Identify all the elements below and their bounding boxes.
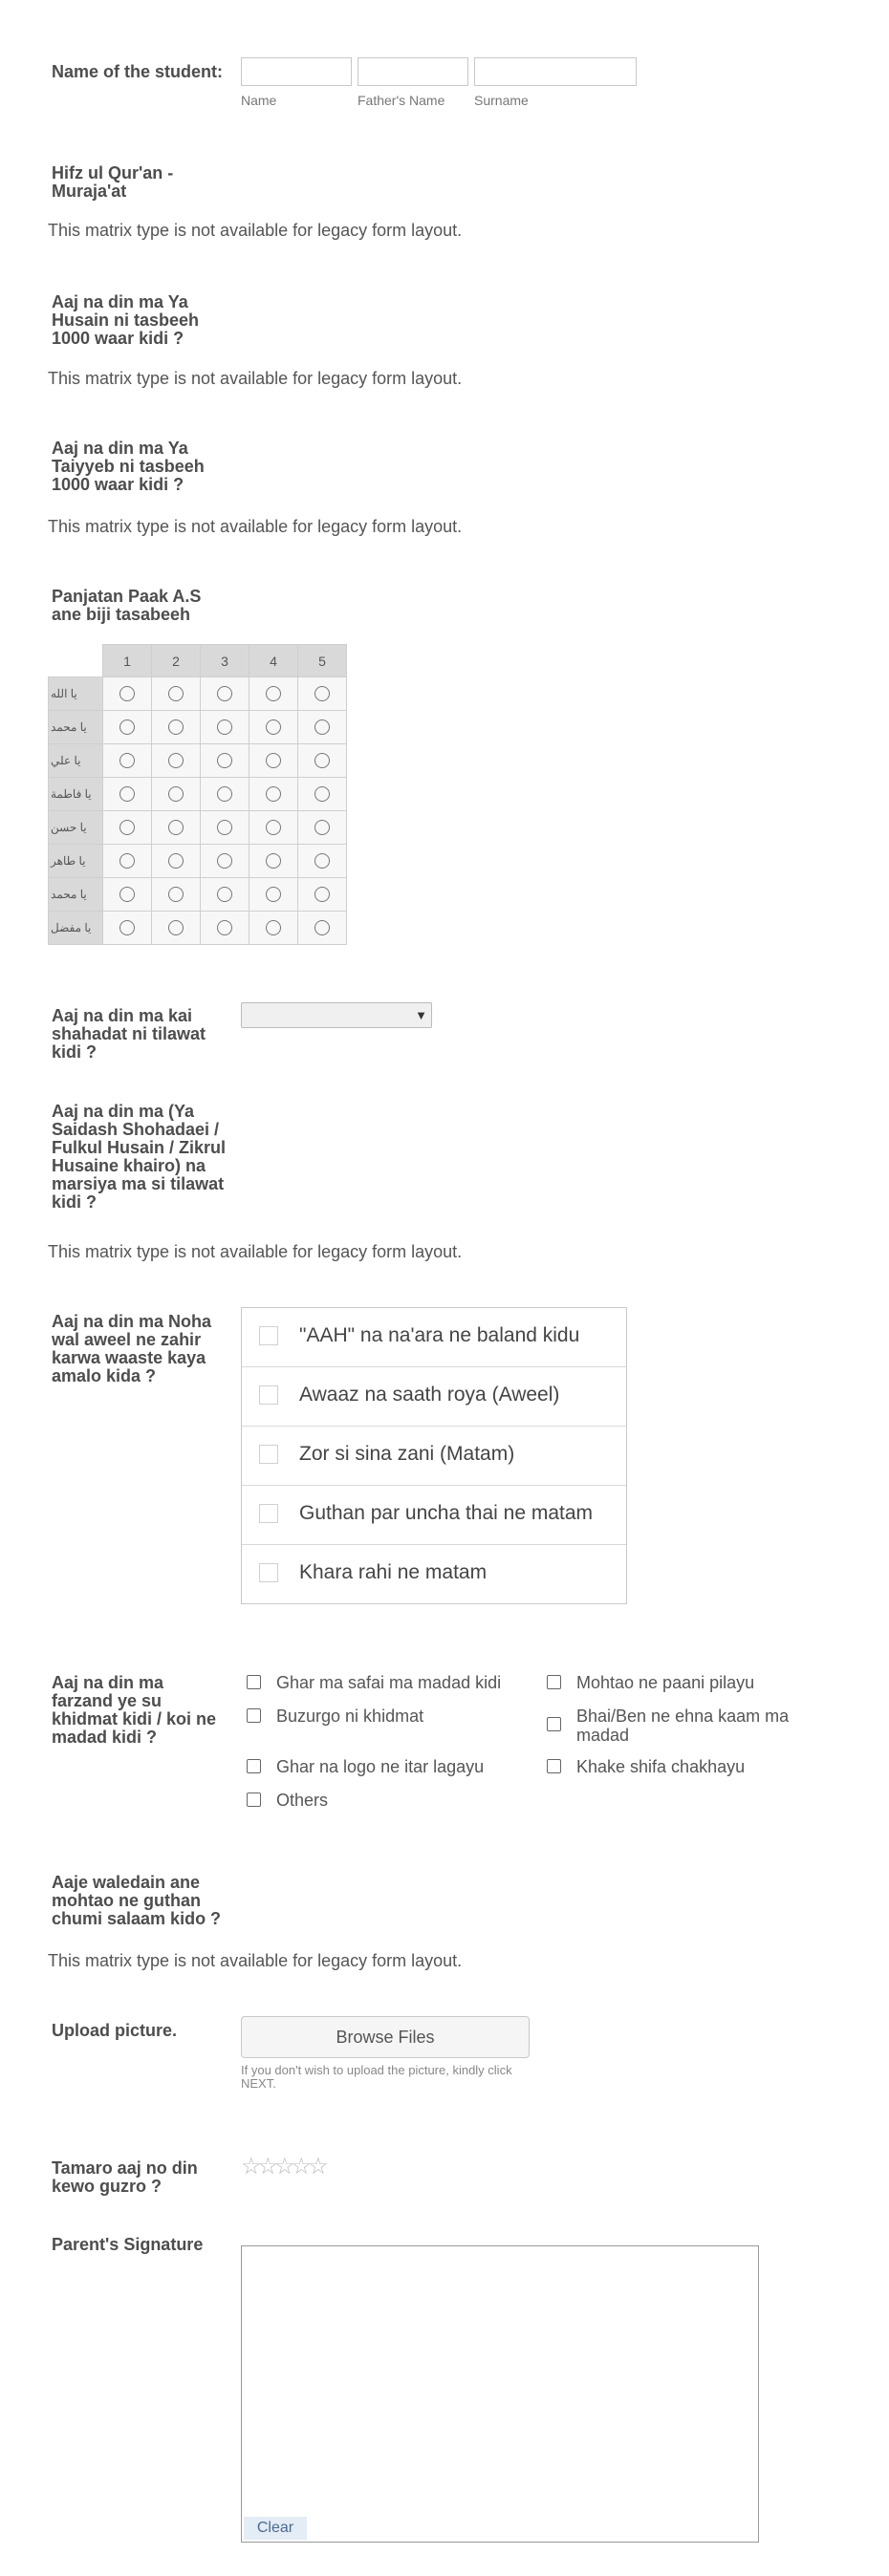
matrix-row — [49, 912, 347, 945]
noha-option-label: Zor si sina zani (Matam) — [299, 1443, 515, 1465]
khidmat-option-label: Ghar ma safai ma madad kidi — [276, 1673, 502, 1692]
matrix-radio[interactable] — [217, 753, 232, 768]
tasbeeh-matrix — [48, 644, 347, 945]
matrix-row — [49, 878, 347, 912]
matrix-radio[interactable] — [119, 719, 135, 735]
matrix-radio[interactable] — [119, 820, 135, 835]
matrix-radio[interactable] — [314, 786, 330, 802]
noha-option[interactable] — [242, 1486, 626, 1545]
noha-label: Aaj na din ma Noha wal aweel ne zahir karwa waaste kaya amalo kida ? — [52, 1312, 212, 1385]
matrix-radio[interactable] — [314, 719, 330, 735]
matrix-col-5: 5 — [298, 645, 347, 677]
checkbox[interactable] — [547, 1675, 561, 1689]
matrix-radio[interactable] — [266, 820, 281, 835]
matrix-row-label: يا حسن — [49, 811, 103, 845]
checkbox[interactable] — [259, 1326, 278, 1345]
matrix-radio[interactable] — [119, 853, 135, 869]
matrix-radio[interactable] — [119, 686, 135, 701]
checkbox[interactable] — [259, 1504, 278, 1523]
matrix-row-label: يا الله — [49, 677, 103, 711]
matrix-radio[interactable] — [119, 887, 135, 902]
matrix-radio[interactable] — [266, 686, 281, 701]
matrix-col-3: 3 — [201, 645, 249, 677]
checkbox[interactable] — [247, 1708, 261, 1723]
student-name-label: Name of the student: — [52, 62, 224, 81]
matrix-row — [49, 744, 347, 778]
noha-option-label: "AAH" na na'ara ne baland kidu — [299, 1324, 580, 1346]
noha-options — [241, 1307, 627, 1604]
husain-notice: This matrix type is not available for legacy form layout. — [48, 369, 463, 388]
clear-button[interactable]: Clear — [244, 2517, 307, 2540]
matrix-row-label: يا محمد — [49, 711, 103, 744]
matrix-corner — [49, 645, 103, 677]
name-input[interactable] — [241, 57, 352, 86]
matrix-row — [49, 778, 347, 811]
star-icon[interactable]: ☆ — [291, 2154, 313, 2179]
star-icon[interactable]: ☆ — [241, 2154, 262, 2179]
matrix-radio[interactable] — [168, 719, 184, 735]
matrix-row — [49, 845, 347, 878]
noha-option-label: Awaaz na saath roya (Aweel) — [299, 1384, 560, 1406]
matrix-row-label: يا فاطمة — [49, 778, 103, 811]
waledain-notice: This matrix type is not available for legacy form layout. — [48, 1951, 463, 1970]
shahadat-select[interactable] — [241, 1002, 432, 1028]
matrix-radio[interactable] — [168, 786, 184, 802]
checkbox[interactable] — [247, 1792, 261, 1807]
fathers-name-input[interactable] — [358, 57, 468, 86]
waledain-label: Aaje waledain ane mohtao ne guthan chumi salaam kido ? — [52, 1873, 222, 1928]
checkbox[interactable] — [259, 1563, 278, 1582]
matrix-radio[interactable] — [314, 820, 330, 835]
checkbox[interactable] — [547, 1717, 561, 1731]
noha-option-label: Guthan par uncha thai ne matam — [299, 1502, 594, 1524]
matrix-radio[interactable] — [314, 853, 330, 869]
matrix-radio[interactable] — [217, 686, 232, 701]
matrix-col-1: 1 — [103, 645, 152, 677]
matrix-col-2: 2 — [152, 645, 201, 677]
khidmat-option-label: Mohtao ne paani pilayu — [576, 1673, 755, 1692]
matrix-radio[interactable] — [168, 820, 184, 835]
matrix-radio[interactable] — [168, 686, 184, 701]
khidmat-option-label: Khake shifa chakhayu — [576, 1757, 746, 1776]
star-rating — [241, 2154, 329, 2179]
khidmat-label: Aaj na din ma farzand ye su khidmat kidi / koi ne madad kidi ? — [52, 1673, 217, 1747]
matrix-radio[interactable] — [168, 887, 184, 902]
matrix-row — [49, 677, 347, 711]
checkbox[interactable] — [259, 1445, 278, 1464]
khidmat-option-label: Buzurgo ni khidmat — [276, 1707, 424, 1726]
panjatan-label: Panjatan Paak A.S ane biji tasabeeh — [52, 587, 202, 624]
noha-option[interactable] — [242, 1427, 626, 1486]
chevron-down-icon: ▼ — [415, 1008, 427, 1022]
matrix-radio[interactable] — [314, 686, 330, 701]
matrix-radio[interactable] — [314, 753, 330, 768]
noha-option-label: Khara rahi ne matam — [299, 1561, 488, 1583]
upload-label: Upload picture. — [52, 2021, 178, 2040]
noha-option[interactable] — [242, 1367, 626, 1427]
khidmat-option-label: Ghar na logo ne itar lagayu — [276, 1757, 485, 1776]
matrix-radio[interactable] — [217, 853, 232, 869]
hifz-label: Hifz ul Qur'an - Muraja'at — [52, 163, 174, 201]
checkbox[interactable] — [547, 1759, 561, 1773]
matrix-radio[interactable] — [168, 753, 184, 768]
signature-pad[interactable] — [241, 2245, 759, 2543]
matrix-radio[interactable] — [217, 786, 232, 802]
matrix-row — [49, 811, 347, 845]
matrix-radio[interactable] — [217, 719, 232, 735]
marsiya-label: Aaj na din ma (Ya Saidash Shohadaei / Fulkul Husain / Zikrul Husaine khairo) na marsiya ma si tilawat kidi ? — [52, 1102, 227, 1212]
matrix-radio[interactable] — [266, 719, 281, 735]
matrix-row-label: يا علي — [49, 744, 103, 778]
matrix-radio[interactable] — [119, 786, 135, 802]
matrix-row-label: يا محمد — [49, 878, 103, 912]
matrix-row — [49, 711, 347, 744]
star-icon[interactable]: ☆ — [274, 2154, 295, 2179]
checkbox[interactable] — [247, 1759, 261, 1773]
matrix-row-label: يا مفضل — [49, 912, 103, 945]
taiyyeb-label: Aaj na din ma Ya Taiyyeb ni tasbeeh 1000 waar kidi ? — [52, 439, 205, 494]
hifz-notice: This matrix type is not available for legacy form layout. — [48, 221, 463, 240]
noha-option[interactable] — [242, 1545, 626, 1603]
matrix-radio[interactable] — [217, 820, 232, 835]
surname-input[interactable] — [474, 57, 637, 86]
matrix-radio[interactable] — [217, 887, 232, 902]
matrix-radio[interactable] — [314, 887, 330, 902]
matrix-radio[interactable] — [266, 786, 281, 802]
matrix-row-label: يا طاهر — [49, 845, 103, 878]
upload-note: If you don't wish to upload the picture, kindly click NEXT. — [241, 2063, 512, 2091]
matrix-radio[interactable] — [266, 920, 281, 935]
husain-label: Aaj na din ma Ya Husain ni tasbeeh 1000 waar kidi ? — [52, 292, 200, 348]
star-icon[interactable]: ☆ — [257, 2154, 279, 2179]
matrix-radio[interactable] — [266, 753, 281, 768]
name-sublabel: Name — [241, 93, 277, 108]
browse-files-button[interactable]: Browse Files — [241, 2016, 530, 2058]
matrix-radio[interactable] — [119, 753, 135, 768]
marsiya-notice: This matrix type is not available for legacy form layout. — [48, 1242, 463, 1261]
noha-option[interactable] — [242, 1308, 626, 1367]
din-label: Tamaro aaj no din kewo guzro ? — [52, 2158, 198, 2196]
star-icon[interactable]: ☆ — [308, 2154, 329, 2179]
matrix-radio[interactable] — [217, 920, 232, 935]
matrix-col-4: 4 — [249, 645, 298, 677]
matrix-radio[interactable] — [266, 853, 281, 869]
signature-label: Parent's Signature — [52, 2235, 204, 2254]
shahadat-label: Aaj na din ma kai shahadat ni tilawat kidi ? — [52, 1006, 206, 1062]
surname-sublabel: Surname — [474, 93, 529, 108]
matrix-radio[interactable] — [168, 853, 184, 869]
fathers-name-sublabel: Father's Name — [358, 93, 445, 108]
khidmat-option-label: Others — [276, 1791, 329, 1810]
khidmat-option-label: Bhai/Ben ne ehna kaam ma madad — [576, 1707, 790, 1745]
matrix-radio[interactable] — [314, 920, 330, 935]
matrix-radio[interactable] — [168, 920, 184, 935]
matrix-radio[interactable] — [119, 920, 135, 935]
matrix-radio[interactable] — [266, 887, 281, 902]
taiyyeb-notice: This matrix type is not available for legacy form layout. — [48, 517, 463, 536]
checkbox[interactable] — [259, 1385, 278, 1405]
checkbox[interactable] — [247, 1675, 261, 1689]
